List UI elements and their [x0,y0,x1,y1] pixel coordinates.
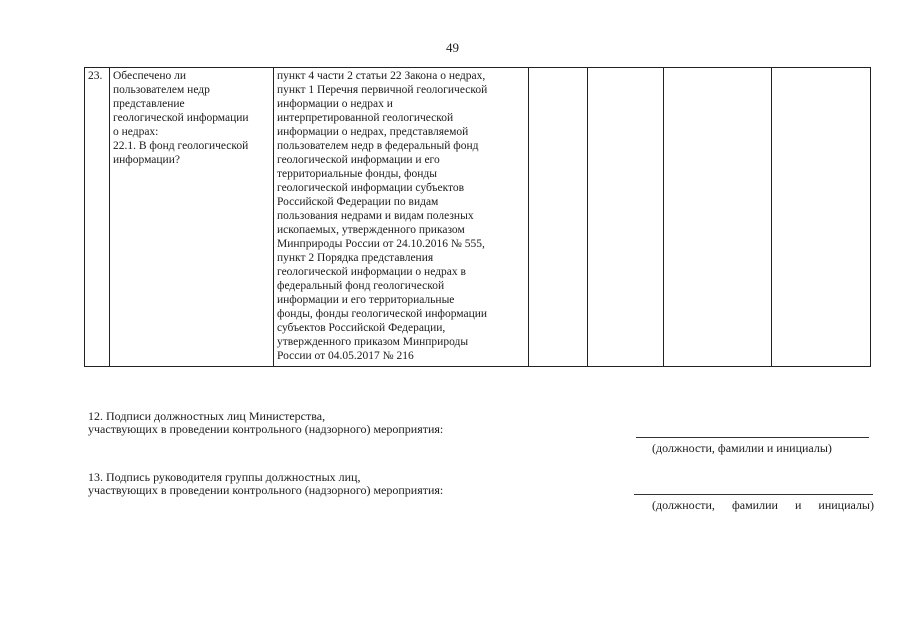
signature-line-group-leader [634,494,873,495]
signature-subheading: участвующих в проведении контрольного (надзорного) мероприятия: [88,483,444,497]
question-line: пользователем недр [113,84,210,96]
reference-line: фонды, фонды геологической информации [277,308,488,320]
reference-line: пункт 2 Порядка представления [277,252,434,264]
reference-line: пункт 1 Перечня первичной геологической [277,84,488,96]
question-line: Обеспечено ли [113,70,187,82]
caption-word: и [794,498,802,512]
reference-line: утвержденного приказом Минприроды [277,336,469,348]
reference-line: геологической информации субъектов [277,182,465,194]
reference-line: пользования недрами и видам полезных [277,210,474,222]
signature-heading: 12. Подписи должностных лиц Министерства, [88,409,326,423]
caption-word: фамилии [731,498,778,512]
reference-line: геологической информации о недрах в [277,266,466,278]
question-line: геологической информации [113,112,249,124]
question-line: информации? [113,154,180,166]
signature-block-group-leader [88,471,443,497]
row-number: 23. [88,70,103,82]
reference-line: России от 04.05.2017 № 216 [277,350,414,362]
signature-caption-group-leader [652,498,874,513]
signature-subheading: участвующих в проведении контрольного (надзорного) мероприятия: [88,422,444,436]
reference-line: геологической информации и его [277,154,440,166]
reference-line: пункт 4 части 2 статьи 22 Закона о недрах, [277,70,486,82]
reference-line: территориальные фонды, фонды [277,168,437,180]
answer-no-cell [588,68,664,367]
signature-caption-officials: (должности, фамилии и инициалы) [652,441,832,455]
page-number: 49 [446,40,459,55]
reference-line: информации о недрах, представляемой [277,126,469,138]
question-cell [110,68,274,367]
answer-not-applicable-cell [664,68,772,367]
reference-line: информации и его территориальные [277,294,455,306]
checklist-table [84,67,871,367]
note-cell [772,68,871,367]
row-number-cell [85,68,110,367]
question-line: представление [113,98,185,110]
legal-reference-cell [274,68,529,367]
reference-line: Российской Федерации по видам [277,196,439,208]
signature-line-officials [636,437,869,438]
caption-word: инициалы) [818,498,874,512]
question-line: о недрах: [113,126,159,138]
reference-line: информации о недрах и [277,98,393,110]
reference-line: интерпретированной геологической [277,112,454,124]
reference-line: ископаемых, утвержденного приказом [277,224,465,236]
signature-block-officials [88,410,443,436]
reference-line: Минприроды России от 24.10.2016 № 555, [277,238,485,250]
answer-yes-cell [529,68,588,367]
signature-heading: 13. Подпись руководителя группы должностных лиц, [88,470,361,484]
reference-line: пользователем недр в федеральный фонд [277,140,479,152]
table-row [85,68,871,367]
reference-line: субъектов Российской Федерации, [277,322,446,334]
question-line: 22.1. В фонд геологической [113,140,249,152]
reference-line: федеральный фонд геологической [277,280,445,292]
caption-word: (должности, [652,498,715,512]
